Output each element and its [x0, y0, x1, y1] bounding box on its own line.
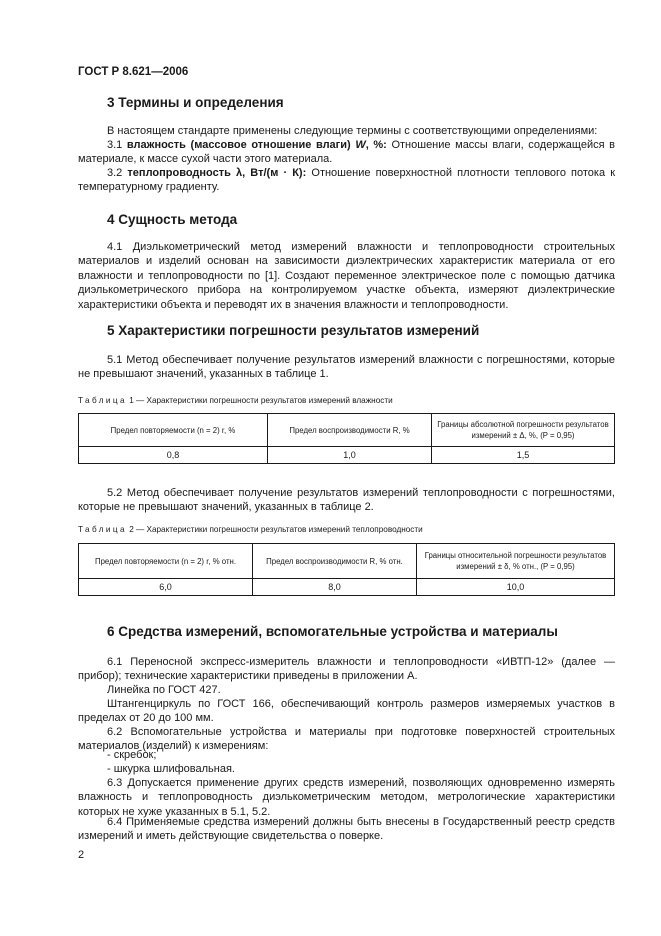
section-6-4-paragraph: 6.4 Применяемые средства измерений должны быть внесены в Государственный реестр средств измерений и иметь действующие свидетельства о поверке. [78, 816, 615, 843]
table-2-caption [78, 525, 423, 534]
section-6-sandpaper: - шкурка шлифовальная. [107, 763, 235, 775]
document-header: ГОСТ Р 8.621—2006 [78, 66, 189, 78]
term-3-2-definition: Отношение поверхностной плотности теплового потока к температурному градиенту. [78, 167, 616, 194]
table-2-caption-text: 2 — Характеристики погрешности результатов измерений теплопроводности [129, 525, 423, 534]
section-6-caliper: Штангенциркуль по ГОСТ 166, обеспечивающий контроль размеров измеряемых участков в пределах от 20 до 100 мм. [78, 698, 615, 725]
table-2-cell: 6,0 [79, 579, 253, 596]
term-3-1-definition: Отношение массы влаги, содержащейся в материале, к массе сухой части этого материала. [78, 139, 616, 166]
term-3-2-term: теплопроводность [127, 167, 231, 179]
section-6-scraper: - скребок; [107, 749, 157, 761]
table-1-caption-word: Таблица [78, 396, 127, 405]
section-4-paragraph: 4.1 Диэлькометрический метод измерений влажности и теплопроводности строительных материалов и изделий основан на зависимости диэлектрических характеристик материала от его влажности и теплопроводности по [1]. Создают переменное электрическое поле с помощью датчика диэлькометрического прибора на контролируемом участке объекта, измеряют диэлектрические характеристики объекта и переводят их в значения влажности и теплопроводности. [78, 241, 615, 311]
term-3-1-unit: , %: [365, 139, 387, 151]
term-3-2-number: 3.2 [107, 167, 123, 179]
table-1-header: Предел воспроизводимости R, % [268, 414, 432, 447]
table-2-cell: 10,0 [417, 579, 615, 596]
section-6-ruler: Линейка по ГОСТ 427. [107, 684, 221, 696]
term-3-1-number: 3.1 [107, 139, 123, 151]
term-3-2 [78, 166, 615, 195]
section-5-2-paragraph: 5.2 Метод обеспечивает получение результатов измерений теплопроводности с погрешностями, которые не превышают значений, указанных в таблице 2. [78, 487, 615, 514]
table-2-cell: 8,0 [253, 579, 417, 596]
table-2-header: Предел воспроизводимости R, % отн. [253, 544, 417, 579]
section-4-title: 4 Сущность метода [107, 212, 238, 227]
term-3-1 [78, 138, 615, 167]
section-6-3-paragraph: 6.3 Допускается применение других средств измерений, позволяющих одновременно измерять влажность и теплопроводность диэлькометрическим методом, метрологические характеристики которых не хуже указанных в 5.1, 5.2. [78, 777, 615, 818]
table-2-header: Границы относительной погрешности результатов измерений ± δ, % отн., (P = 0,95) [417, 544, 615, 579]
table-1-header: Предел повторяемости (n = 2) r, % [79, 414, 268, 447]
table-1-cell: 1,0 [268, 447, 432, 464]
section-5-1-paragraph: 5.1 Метод обеспечивает получение результатов измерений влажности с погрешностями, которые не превышают значений, указанных в таблице 1. [78, 354, 615, 381]
table-1-caption-text: 1 — Характеристики погрешности результатов измерений влажности [129, 396, 393, 405]
table-2-header: Предел повторяемости (n = 2) r, % отн. [79, 544, 253, 579]
section-3-title: 3 Термины и определения [107, 95, 284, 110]
term-3-1-term: влажность (массовое отношение влаги) [126, 139, 351, 151]
section-6-title: 6 Средства измерений, вспомогательные устройства и материалы [107, 624, 558, 639]
section-3-intro: В настоящем стандарте применены следующие термины с соответствующими определениями: [107, 125, 598, 137]
term-3-2-symbol: λ, Вт/(м · К): [236, 167, 307, 179]
table-1 [78, 413, 615, 464]
table-2-caption-word: Таблица [78, 525, 127, 534]
section-6-1-paragraph: 6.1 Переносной экспресс-измеритель влажности и теплопроводности «ИВТП-12» (далее — прибор); технические характеристики приведены в приложении А. [78, 656, 615, 683]
section-6-2-paragraph: 6.2 Вспомогательные устройства и материалы при подготовке поверхностей строительных материалов (изделий) к измерениям: [78, 726, 615, 753]
table-2 [78, 543, 615, 596]
table-1-cell: 1,5 [432, 447, 615, 464]
table-1-cell: 0,8 [79, 447, 268, 464]
table-1-caption [78, 396, 393, 405]
table-1-header: Границы абсолютной погрешности результатов измерений ± Δ, %, (P = 0,95) [432, 414, 615, 447]
page-number: 2 [78, 849, 85, 861]
section-5-title: 5 Характеристики погрешности результатов измерений [107, 323, 480, 338]
term-3-1-symbol: W [355, 139, 366, 151]
